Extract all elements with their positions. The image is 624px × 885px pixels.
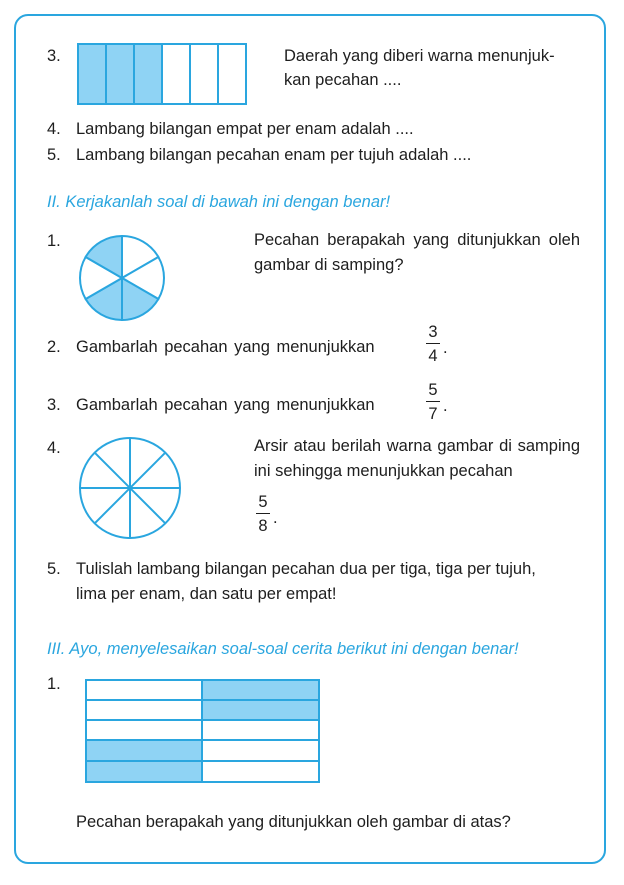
numerator: 3 (428, 323, 438, 341)
q5-number: 5. (47, 146, 61, 164)
numerator: 5 (428, 381, 438, 399)
grid-cell-r1-c2 (202, 680, 319, 700)
s3-q1-text: Pecahan berapakah yang ditunjukkan oleh gambar di atas? (76, 813, 511, 831)
grid-cell-r5-c1 (86, 761, 202, 782)
s2-q3-fraction (426, 380, 440, 424)
q3-text-line2: kan pecahan .... (284, 71, 402, 89)
s2-q2-number: 2. (47, 338, 61, 356)
s2-q2-fraction (426, 322, 440, 366)
s2-q5-text-line1: Tulislah lambang bilangan pecahan dua per tiga, tiga per tujuh, (76, 560, 536, 578)
grid-cell-r5-c2 (202, 761, 319, 782)
bar-segment-5 (190, 44, 218, 104)
q5-text: Lambang bilangan pecahan enam per tujuh adalah .... (76, 146, 472, 164)
s2-q1-text: Pecahan berapakah yang ditunjukkan oleh gambar di samping? (254, 231, 580, 274)
s2-q3-text: Gambarlah pecahan yang menunjukkan (76, 396, 375, 414)
grid-cell-r2-c1 (86, 700, 202, 720)
s2-q1-circle (78, 234, 166, 322)
denominator: 8 (258, 517, 268, 535)
bar-segment-1 (78, 44, 106, 104)
grid-cell-r3-c2 (202, 720, 319, 740)
bar-segment-3 (134, 44, 162, 104)
grid-cell-r4-c2 (202, 740, 319, 761)
grid-cell-r2-c2 (202, 700, 319, 720)
q3-fraction-bar (77, 43, 247, 105)
denominator: 7 (428, 405, 438, 423)
s2-q5-text-line2: lima per enam, dan satu per empat! (76, 585, 337, 603)
s2-q2-period: . (443, 339, 448, 357)
bar-segment-4 (162, 44, 190, 104)
s2-q4-text: Arsir atau berilah warna gambar di samping ini sehingga menunjukkan pecahan (254, 437, 580, 480)
s2-q3-period: . (443, 397, 448, 415)
grid-cell-r3-c1 (86, 720, 202, 740)
q4-text: Lambang bilangan empat per enam adalah .... (76, 120, 414, 138)
numerator: 5 (258, 493, 268, 511)
s2-q5-number: 5. (47, 560, 61, 578)
s2-q4-period: . (273, 509, 278, 527)
q4-number: 4. (47, 120, 61, 138)
q3-number: 3. (47, 47, 61, 65)
q3-text-line1: Daerah yang diberi warna menunjuk- (284, 47, 555, 65)
bar-segment-2 (106, 44, 134, 104)
section-2-heading: II. Kerjakanlah soal di bawah ini dengan benar! (47, 193, 391, 211)
s3-q1-grid (85, 679, 320, 783)
s3-q1-number: 1. (47, 675, 61, 693)
s2-q3-number: 3. (47, 396, 61, 414)
s2-q2-text: Gambarlah pecahan yang menunjukkan (76, 338, 375, 356)
s2-q4-circle (78, 436, 182, 540)
s2-q1-number: 1. (47, 232, 61, 250)
s2-q4-number: 4. (47, 439, 61, 457)
grid-cell-r1-c1 (86, 680, 202, 700)
s2-q4-fraction (256, 492, 270, 536)
bar-segment-6 (218, 44, 246, 104)
denominator: 4 (428, 347, 438, 365)
section-3-heading: III. Ayo, menyelesaikan soal-soal cerita berikut ini dengan benar! (47, 640, 519, 658)
grid-cell-r4-c1 (86, 740, 202, 761)
